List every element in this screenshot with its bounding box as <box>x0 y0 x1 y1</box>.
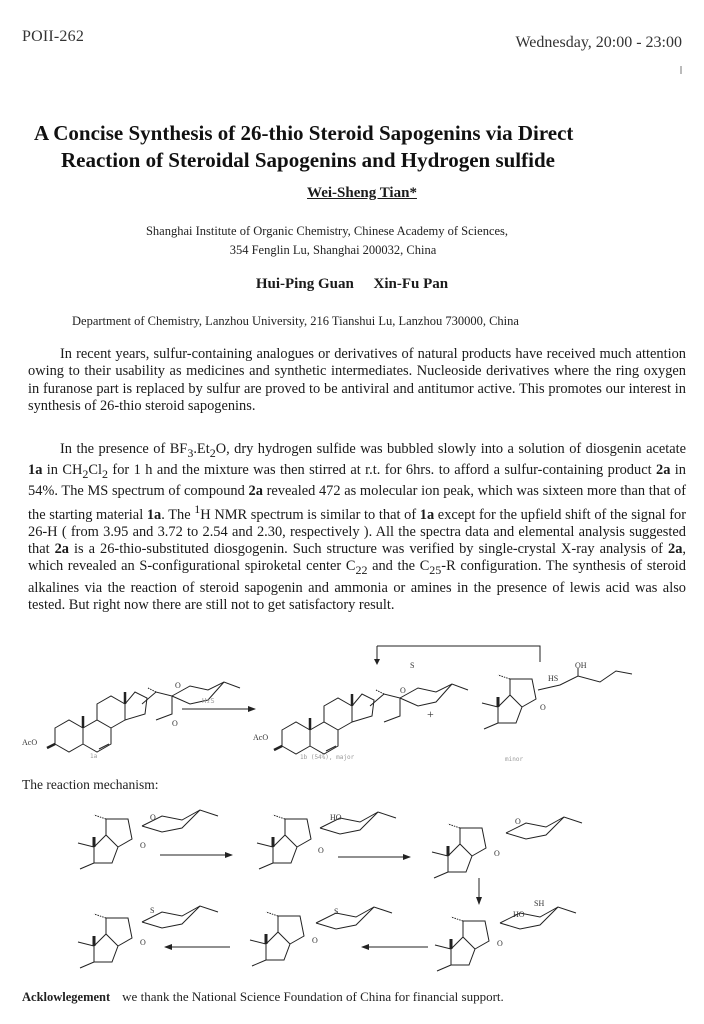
coauthor-name: Xin-Fu Pan <box>373 276 449 292</box>
svg-text:O: O <box>312 936 318 945</box>
compound-label-major: 1b (54%), major <box>300 754 355 761</box>
mechanism-step-3 <box>432 817 582 878</box>
aco-label: AcO <box>22 738 38 747</box>
session-time: Wednesday, 20:00 - 23:00 <box>515 34 682 51</box>
compound-label-minor: minor <box>505 756 524 763</box>
svg-text:O: O <box>540 703 546 712</box>
svg-text:S: S <box>150 906 155 915</box>
acknowledgement-text: we thank the National Science Foundation of China for financial support. <box>122 989 504 1004</box>
compound-ref: 1a <box>146 506 162 523</box>
compound-ref: 2a <box>668 541 683 558</box>
svg-text:O: O <box>175 681 181 690</box>
svg-text:O: O <box>150 813 156 822</box>
affiliation-1-line-1: Shanghai Institute of Organic Chemistry, Chinese Academy of Sciences, <box>145 224 509 238</box>
results-text: In the presence of $BF_3.Et_2O$, dry hydrogen sulfide was bubbled slowly into a solution of diosgenin acetate 1a in $CH_2Cl_2$ for 1 h and the mixture was then stirred at r.t. for 6hrs. to afford a sulfur-containing product 2a in 54%. The MS spectrum of compound 2a revealed 472 as molecular ion peak, which was sixteen more than that of the starting material 1a. The $^1$H NMR spectrum is similar to that of 1a except for the upfield shift of the signal for 26-H ( from 3.95 and 3.72 to 2.54 and 2.30, respectively ). All the spectra data and elemental analysis suggested that 2a is a 26-thio-substituted diosgogenin. Such structure was verified by single-crystal X-ray analysis of 2a, which revealed an S-configurational spiroketal center $C_{22}$ and the $C_{25}-R$ configuration. The synthesis of steroid alkalines via the reaction of steroid sapogenin and ammonia or amines in the presence of lewis acid was also tested. But right now there are still not to get satisfactory result. <box>28 441 687 613</box>
title-line-1: A Concise Synthesis of 26-thio Steroid Sapogenins via Direct <box>34 121 574 145</box>
compound-ref: 2a <box>54 541 69 558</box>
svg-text:O: O <box>140 938 146 947</box>
svg-text:S: S <box>410 661 415 670</box>
compound-ref: 1a <box>419 506 435 523</box>
svg-text:O: O <box>318 846 324 855</box>
svg-text:OH: OH <box>575 661 587 670</box>
mechanism-heading: The reaction mechanism: <box>22 777 159 792</box>
svg-text:SH: SH <box>534 899 545 908</box>
title-line-2: Reaction of Steroidal Sapogenins and Hydrogen sulfide <box>61 148 555 172</box>
reagent-label: H₂S <box>202 697 215 705</box>
author-name: Wei-Sheng Tian* <box>307 185 417 201</box>
compound-ref: 2a <box>656 462 671 479</box>
mechanism-step-1 <box>78 810 218 869</box>
intro-text: In recent years, sulfur-containing analogues or derivatives of natural products have received much attention owing to their usability as medicines and synthetic intermediates. Nucleoside derivatives where the ring oxygen in furanose part is replaced by sulfur are proved to be antiviral and antitumor active. This promotes our interest in synthesis of 26-thio steroid sapogenins. <box>28 346 686 414</box>
affiliation-1-line-2: 354 Fenglin Lu, Shanghai 200032, China <box>229 243 437 257</box>
svg-text:HO: HO <box>513 910 525 919</box>
mechanism-step-4 <box>435 899 576 971</box>
svg-text:O: O <box>515 817 521 826</box>
svg-text:AcO: AcO <box>253 733 269 742</box>
svg-text:O: O <box>172 719 178 728</box>
svg-text:O: O <box>400 686 406 695</box>
affiliation-2: Department of Chemistry, Lanzhou University, 216 Tianshui Lu, Lanzhou 730000, China <box>72 314 519 328</box>
svg-text:O: O <box>497 939 503 948</box>
mechanism-step-5 <box>250 907 392 966</box>
acknowledgement-label: Acklowlegement <box>22 990 111 1004</box>
svg-text:S: S <box>334 907 339 916</box>
mechanism-step-2 <box>257 812 396 869</box>
svg-text:O: O <box>494 849 500 858</box>
compound-label-start: 1a <box>90 753 98 760</box>
svg-text:O: O <box>140 841 146 850</box>
compound-ref: 1a <box>28 462 43 479</box>
acknowledgement <box>22 989 504 1005</box>
plus-sign: + <box>427 707 434 721</box>
poster-id: POII-262 <box>22 28 85 45</box>
mechanism-step-6 <box>78 906 218 968</box>
coauthor-name: Hui-Ping Guan <box>255 276 354 292</box>
svg-text:HO: HO <box>330 813 342 822</box>
compound-ref: 2a <box>248 483 263 500</box>
svg-text:HS: HS <box>548 674 559 683</box>
